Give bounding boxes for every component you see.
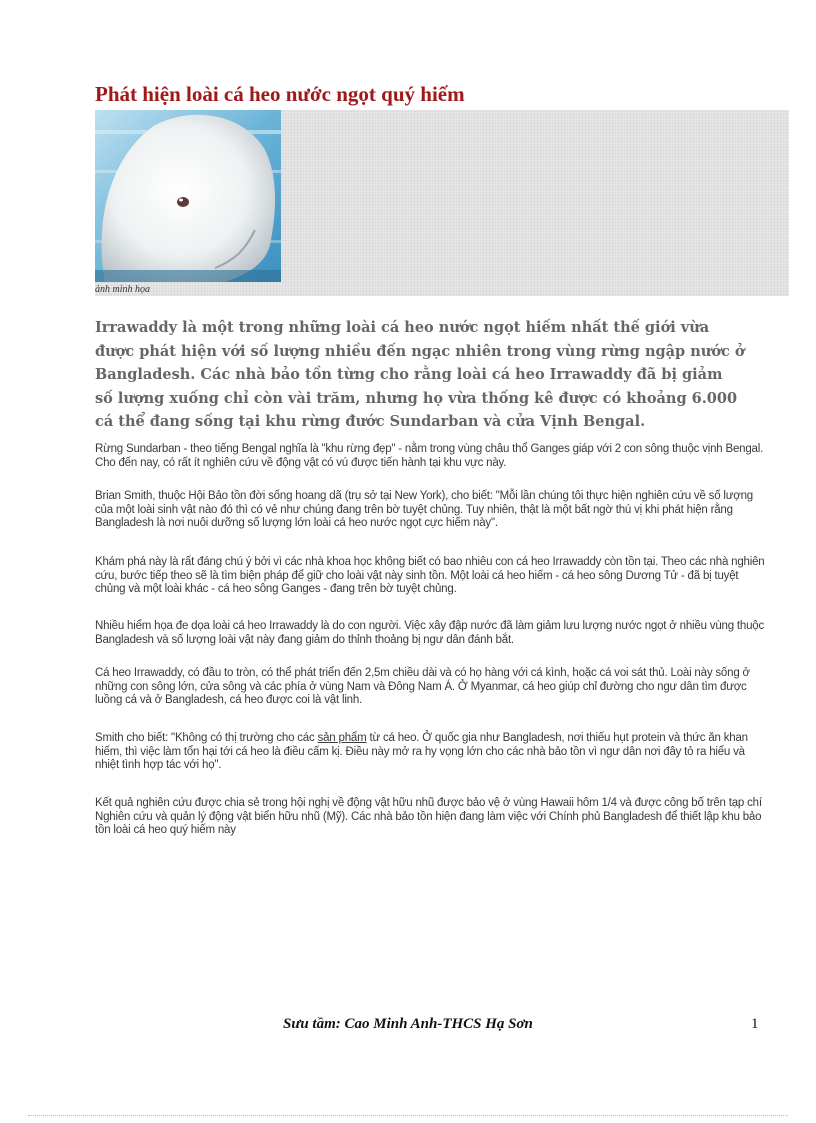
body-paragraph-7: Kết quả nghiên cứu được chia sẻ trong hội nghị về động vật hữu nhũ được bảo vệ ở vùng Hawaii hôm 1/4 và được công bố trên tạp chí Nghiên cứu và quản lý động vật biển hữu nhũ (Mỹ). Các nhà bảo tồn hiện đang làm việc với Chính phủ Bangladesh để thiết lập khu bảo tồn loài cá heo quý hiếm này bbox=[95, 797, 762, 836]
beluga-dolphin-photo bbox=[95, 110, 281, 282]
body-paragraph-1: Rừng Sundarban - theo tiếng Bengal nghĩa là "khu rừng đẹp" - nằm trong vùng châu thổ Ganges giáp với 2 con sông thuộc vịnh Bengal. Cho đến nay, có rất ít nghiên cứu về động vật có vú được tiến hành tại khu vực này. bbox=[95, 443, 764, 469]
page-bottom-rule bbox=[28, 1115, 788, 1116]
body-paragraph-4: Nhiều hiểm họa đe dọa loài cá heo Irrawaddy là do con người. Việc xây đập nước đã làm giảm lưu lượng nước ngọt ở nhiều vùng thuộc Bangladesh và số lượng loài vật này đang giảm do thỉnh thoảng bị ngư dân đánh bắt. bbox=[95, 620, 765, 646]
footer-credit: Sưu tầm: Cao Minh Anh-THCS Hạ Sơn bbox=[283, 1016, 533, 1032]
body-paragraph-6 bbox=[95, 732, 767, 773]
lead-paragraph: Irrawaddy là một trong những loài cá heo nước ngọt hiếm nhất thế giới vừa được phát hiện với số lượng nhiều đến ngạc nhiên trong vùng rừng ngập nước ở Bangladesh. Các nhà bảo tồn từng cho rằng loài cá heo Irrawaddy đã bị giảm số lượng xuống chỉ còn vài trăm, nhưng họ vừa thống kê được có khoảng 6.000 cá thể đang sống tại khu rừng đước Sundarban và cửa Vịnh Bengal. bbox=[95, 319, 745, 430]
article-title: Phát hiện loài cá heo nước ngọt quý hiếm bbox=[95, 82, 465, 106]
body-paragraph-3: Khám phá này là rất đáng chú ý bởi vì các nhà khoa học không biết có bao nhiêu con cá heo Irrawaddy còn tồn tại. Theo các nhà nghiên cứu, bước tiếp theo sẽ là tìm biện pháp để giữ cho loài vật này sinh tồn. Một loài cá heo hiếm - cá heo sông Dương Tử - đã bị tuyệt chủng và một loài khác - cá heo sông Ganges - đang trên bờ tuyệt chủng. bbox=[95, 556, 765, 595]
page-number: 1 bbox=[751, 1016, 759, 1032]
image-caption: ảnh minh họa bbox=[95, 284, 150, 295]
p6-text-before: Smith cho biết: "Không có thị trường cho các bbox=[95, 732, 318, 744]
body-paragraph-2: Brian Smith, thuộc Hội Bảo tồn đời sống hoang dã (trụ sở tại New York), cho biết: "Mỗi lần chúng tôi thực hiện nghiên cứu về số lượng của một loài sinh vật nào đó thì có vẻ như chúng đang trên bờ tuyệt chủng. Tuy nhiên, thật là một bất ngờ thú vị khi phát hiện rằng Bangladesh là nơi nuôi dưỡng số lượng lớn loài cá heo nước ngọt cực hiếm này". bbox=[95, 490, 753, 529]
p6-text-after: từ cá heo. Ở quốc gia như Bangladesh, nơi thiếu hụt protein và thức ăn khan hiếm, thì việc làm tổn hại tới cá heo là điều cấm kị. Điều này mở ra hy vọng lớn cho các nhà bảo tồn vì ngư dân nơi đây tỏ ra hiểu và nhiệt tình hợp tác với họ". bbox=[95, 732, 748, 771]
san-pham-link[interactable]: sản phẩm bbox=[317, 732, 367, 744]
body-paragraph-5: Cá heo Irrawaddy, có đầu to tròn, có thể phát triển đến 2,5m chiều dài và có họ hàng với cá kình, hoặc cá voi sát thủ. Loài này sống ở những con sông lớn, cửa sông và các phía ở vùng Nam và Đông Nam Á. Ở Myanmar, cá heo giúp chỉ đường cho ngư dân tìm được luồng cá và ở Bangladesh, cá heo được coi là vật linh. bbox=[95, 667, 750, 706]
